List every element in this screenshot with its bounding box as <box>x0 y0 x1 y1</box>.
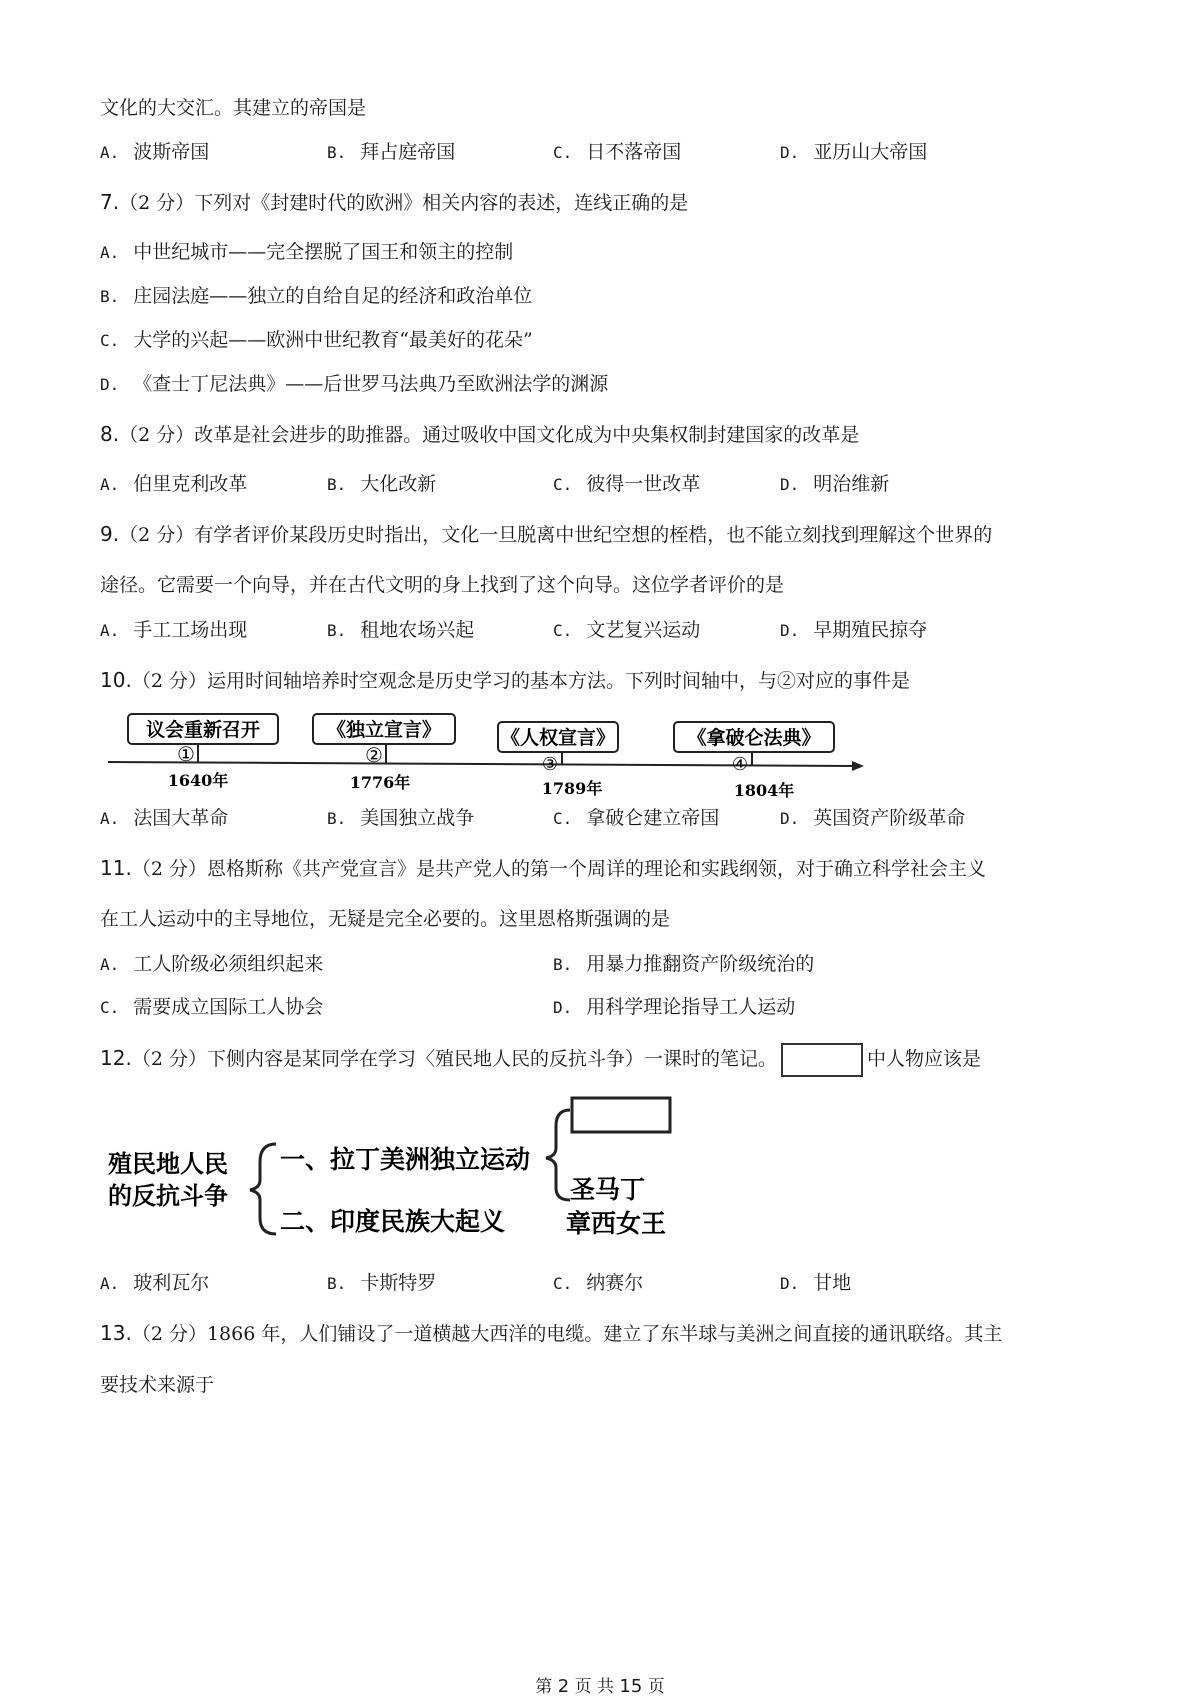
timeline-year-1: 1640年 <box>167 771 229 790</box>
notes-brace-right <box>546 1110 570 1200</box>
timeline-label-4: 《拿破仑法典》 <box>687 727 821 749</box>
q11-option-a: A. 工人阶级必须组织起来 <box>100 953 324 975</box>
q10-option-a: A. 法国大革命 <box>100 807 229 829</box>
q9-option-c: C. 文艺复兴运动 <box>553 619 701 641</box>
q8-stem: 8.（2 分）改革是社会进步的助推器。通过吸收中国文化成为中央集权制封建国家的改革是 <box>100 422 860 446</box>
q6-option-b: B. 拜占庭帝国 <box>327 141 456 163</box>
notes-root-line2: 的反抗斗争 <box>108 1181 228 1210</box>
timeline-year-2: 1776年 <box>349 773 411 792</box>
q8-option-d: D. 明治维新 <box>780 473 890 495</box>
timeline-marker-1: ① <box>177 742 195 766</box>
q11-option-d: D. 用科学理论指导工人运动 <box>553 996 796 1018</box>
q11-stem-line1: 11.（2 分）恩格斯称《共产党宣言》是共产党人的第一个周详的理论和实践纲领，对于确立科学社会主义 <box>100 856 986 880</box>
timeline-marker-3: ③ <box>541 754 559 775</box>
q6-option-d: D. 亚历山大帝国 <box>780 141 928 163</box>
q7-option-b: B. 庄园法庭——独立的自给自足的经济和政治单位 <box>100 285 533 307</box>
q10-timeline-figure <box>100 706 870 802</box>
notes-root-line1: 殖民地人民 <box>108 1149 228 1178</box>
q12-option-b: B. 卡斯特罗 <box>327 1272 437 1294</box>
q12-notes-figure <box>100 1092 700 1242</box>
q12-stem: 12.（2 分）下侧内容是某同学在学习〈殖民地人民的反抗斗争）一课时的笔记。 中人物应该是 <box>100 1040 981 1077</box>
notes-person-1: 圣马丁 <box>570 1175 646 1204</box>
q7-option-d: D. 《查士丁尼法典》——后世罗马法典乃至欧洲法学的渊源 <box>100 373 609 395</box>
q9-option-a: A. 手工工场出现 <box>100 619 248 641</box>
q13-stem-line1: 13.（2 分）1866 年，人们铺设了一道横越大西洋的电缆。建立了东半球与美洲之间直接的通讯联络。其主 <box>100 1321 1003 1345</box>
q8-option-b: B. 大化改新 <box>327 473 437 495</box>
notes-branch-1: 一、拉丁美洲独立运动 <box>280 1145 531 1174</box>
timeline-year-4: 1804年 <box>733 781 795 800</box>
timeline-marker-2: ② <box>365 743 383 767</box>
timeline-marker-4: ④ <box>731 754 749 775</box>
q6-stem-continuation: 文化的大交汇。其建立的帝国是 <box>100 97 367 119</box>
q10-option-c: C. 拿破仑建立帝国 <box>553 807 720 829</box>
q10-option-b: B. 美国独立战争 <box>327 807 475 829</box>
q9-stem-line2: 途径。它需要一个向导，并在古代文明的身上找到了这个向导。这位学者评价的是 <box>100 574 785 596</box>
q7-option-a: A. 中世纪城市——完全摆脱了国王和领主的控制 <box>100 241 514 263</box>
q7-stem: 7.（2 分）下列对《封建时代的欧洲》相关内容的表述，连线正确的是 <box>100 190 689 214</box>
notes-person-2: 章西女王 <box>566 1209 667 1238</box>
q11-option-c: C. 需要成立国际工人协会 <box>100 996 324 1018</box>
q13-stem-line2: 要技术来源于 <box>100 1374 215 1396</box>
notes-blank-box <box>572 1098 670 1132</box>
page-number: 2 <box>557 1676 570 1697</box>
q7-option-c: C. 大学的兴起——欧洲中世纪教育“最美好的花朵” <box>100 329 533 351</box>
q9-stem-line1: 9.（2 分）有学者评价某段历史时指出，文化一旦脱离中世纪空想的桎梏，也不能立刻找到理解这个世界的 <box>100 522 993 546</box>
q11-option-b: B. 用暴力推翻资产阶级统治的 <box>553 953 815 975</box>
q9-option-b: B. 租地农场兴起 <box>327 619 475 641</box>
notes-brace-left <box>250 1144 276 1234</box>
q8-option-a: A. 伯里克利改革 <box>100 473 248 495</box>
timeline-label-2: 《独立宣言》 <box>326 719 442 741</box>
q12-answer-box <box>781 1043 863 1077</box>
q10-option-d: D. 英国资产阶级革命 <box>780 807 966 829</box>
q12-option-a: A. 玻利瓦尔 <box>100 1272 210 1294</box>
timeline-label-3: 《人权宣言》 <box>500 727 616 749</box>
q8-option-c: C. 彼得一世改革 <box>553 473 701 495</box>
timeline-label-1: 议会重新召开 <box>145 719 261 741</box>
page-footer: 第 2 页 共 15 页 <box>535 1676 665 1697</box>
page-total: 15 <box>619 1676 643 1697</box>
q10-stem: 10.（2 分）运用时间轴培养时空观念是历史学习的基本方法。下列时间轴中，与②对应的事件是 <box>100 668 910 692</box>
q11-stem-line2: 在工人运动中的主导地位，无疑是完全必要的。这里恩格斯强调的是 <box>100 908 671 930</box>
notes-branch-2: 二、印度民族大起义 <box>280 1207 506 1236</box>
timeline-arrow-icon <box>852 761 864 771</box>
timeline-year-3: 1789年 <box>541 779 603 798</box>
q12-option-c: C. 纳赛尔 <box>553 1272 644 1294</box>
q12-option-d: D. 甘地 <box>780 1272 852 1294</box>
q9-option-d: D. 早期殖民掠夺 <box>780 619 928 641</box>
q6-option-c: C. 日不落帝国 <box>553 141 682 163</box>
q6-option-a: A. 波斯帝国 <box>100 141 210 163</box>
